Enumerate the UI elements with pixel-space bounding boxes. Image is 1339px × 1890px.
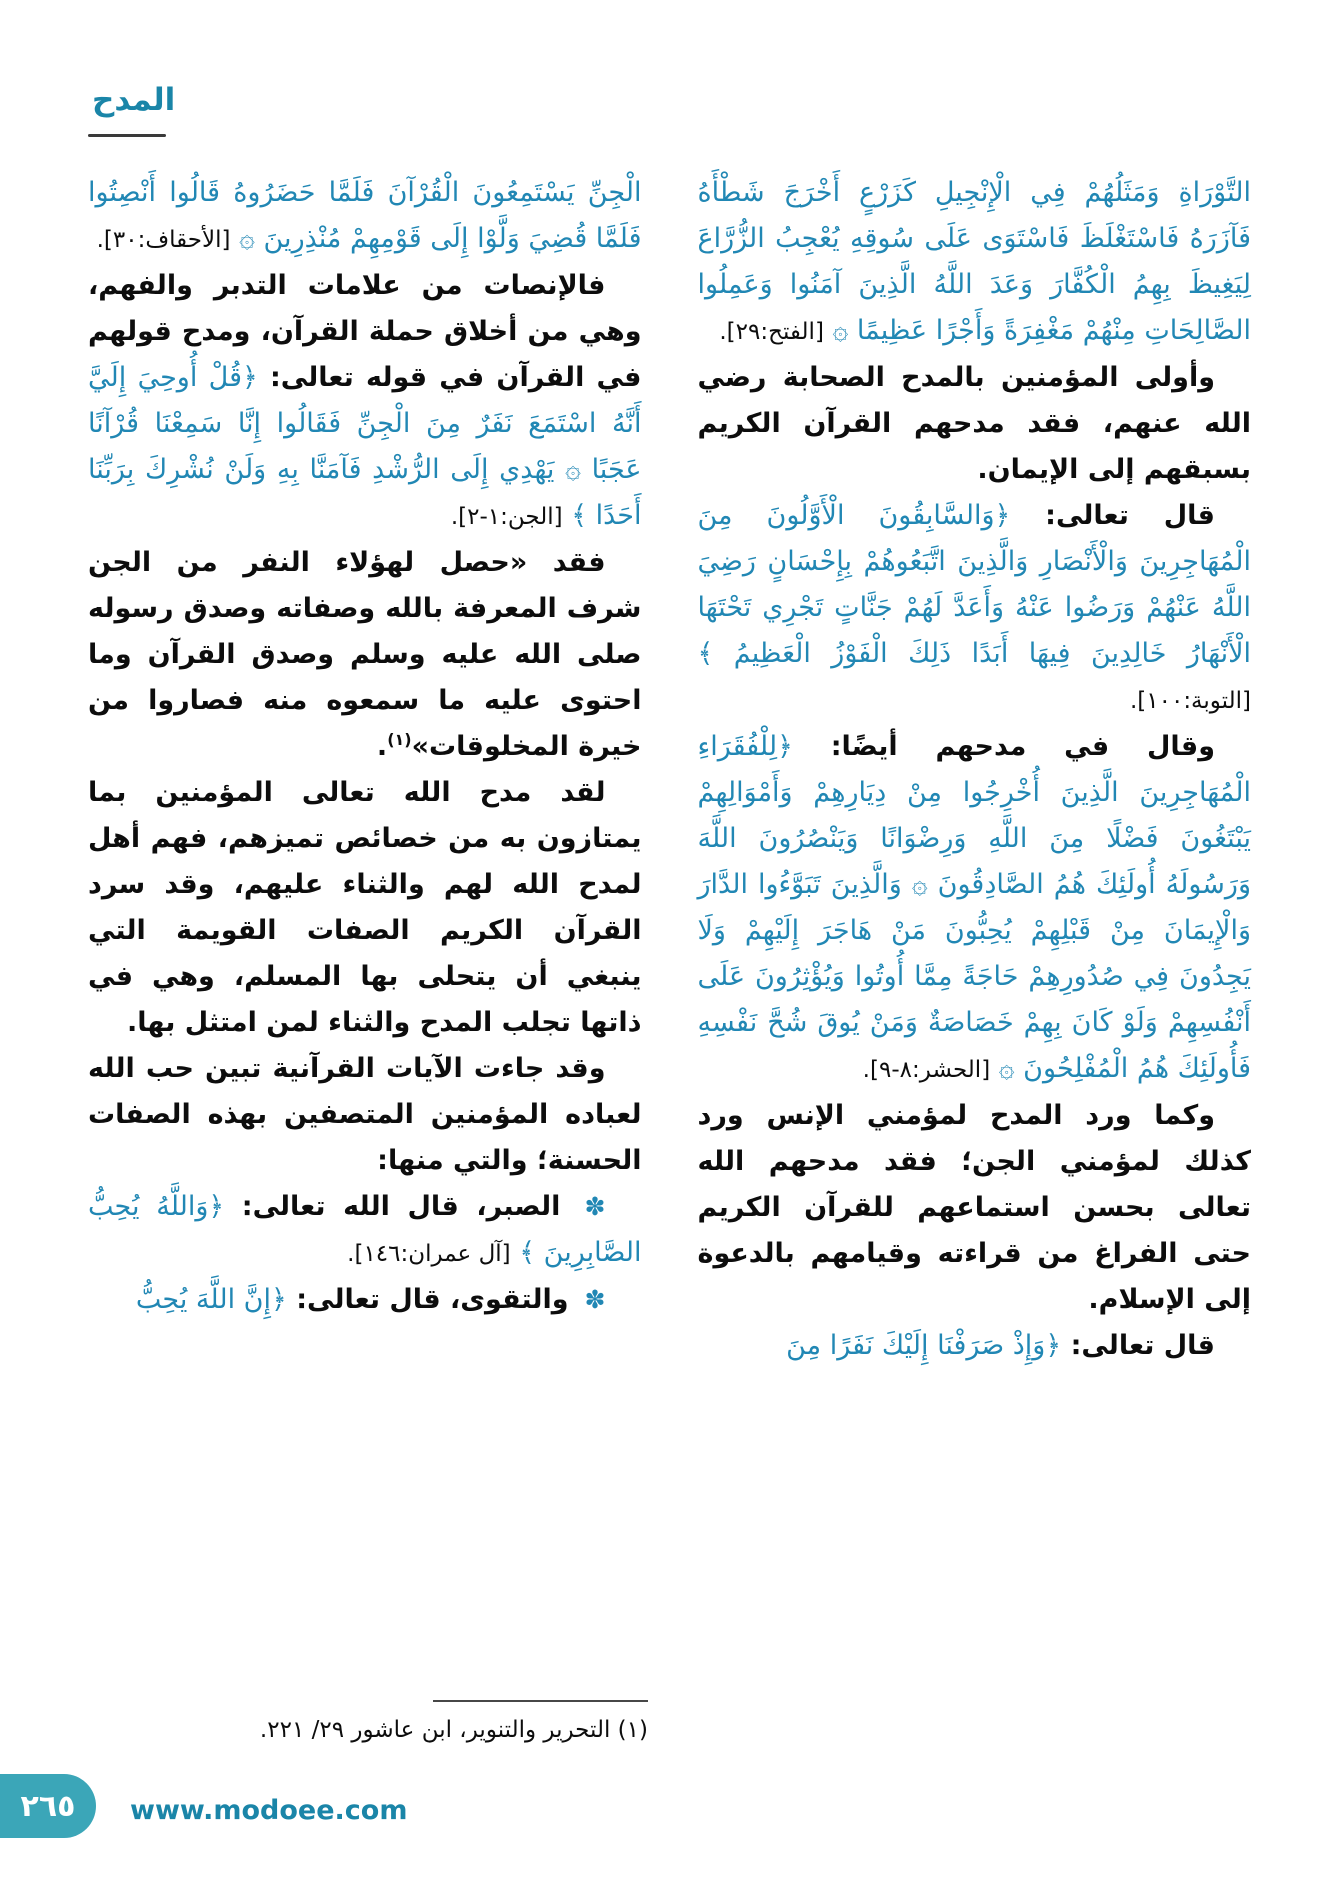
body-text: قال تعالى: — [1061, 1330, 1215, 1361]
body-text: وكما ورد المدح لمؤمني الإنس ورد كذلك لمؤمني الجن؛ فقد مدحهم الله تعالى بحسن استماعهم للقرآن الكريم حتى الفراغ من قراءته وقيامهم بالدعوة إلى الإسلام. — [697, 1100, 1251, 1315]
paragraph — [698, 493, 1252, 724]
body-text: فقد «حصل لهؤلاء النفر من الجن شرف المعرفة بالله وصفاته وصدق رسوله صلى الله عليه وسلم وصدق القرآن وما احتوى عليه ما سمعوه منه فصاروا من خيرة المخلوقات» — [88, 547, 642, 762]
left-column — [88, 170, 642, 1369]
paragraph — [698, 355, 1252, 493]
paragraph — [698, 1323, 1252, 1369]
chapter-title: المدح — [92, 82, 176, 118]
paragraph — [88, 1277, 642, 1323]
title-underline-rule — [88, 134, 166, 137]
footnote-text: (١) التحرير والتنوير، ابن عاشور ٢٩/ ٢٢١. — [259, 1717, 648, 1743]
flower-bullet-icon: ✽ — [576, 1285, 606, 1314]
body-text: وقد جاءت الآيات القرآنية تبين حب الله لعباده المؤمنين المتصفين بهذه الصفات الحسنة؛ والتي منها: — [88, 1053, 642, 1176]
quran-verse-text: ﴿لِلْفُقَرَاءِ الْمُهَاجِرِينَ الَّذِينَ أُخْرِجُوا مِنْ دِيَارِهِمْ وَأَمْوَالِهِمْ يَبْتَغُونَ فَضْلًا مِنَ اللَّهِ وَرِضْوَانًا وَيَنْصُرُونَ اللَّهَ وَرَسُولَهُ أُولَئِكَ هُمُ الصَّادِقُونَ ۞ وَالَّذِينَ تَبَوَّءُوا الدَّارَ وَالْإِيمَانَ مِنْ قَبْلِهِمْ يُحِبُّونَ مَنْ هَاجَرَ إِلَيْهِمْ وَلَا يَجِدُونَ فِي صُدُورِهِمْ حَاجَةً مِمَّا أُوتُوا وَيُؤْثِرُونَ عَلَى أَنْفُسِهِمْ وَلَوْ كَانَ بِهِمْ خَصَاصَةٌ وَمَنْ يُوقَ شُحَّ نَفْسِهِ فَأُولَئِكَ هُمُ الْمُفْلِحُونَ ۞ — [697, 731, 1251, 1084]
quran-verse-text: ﴿وَاللَّهُ يُحِبُّ الصَّابِرِينَ ﴾ — [88, 1191, 642, 1268]
body-text: والتقوى، قال تعالى: — [286, 1284, 569, 1315]
paragraph — [88, 770, 642, 1046]
paragraph — [88, 1046, 642, 1184]
verse-reference: [التوبة:١٠٠]. — [1129, 688, 1251, 714]
quran-verse-text: الْجِنِّ يَسْتَمِعُونَ الْقُرْآنَ فَلَمَّا حَضَرُوهُ قَالُوا أَنْصِتُوا فَلَمَّا قُضِيَ وَلَّوْا إِلَى قَوْمِهِمْ مُنْذِرِينَ ۞ — [88, 177, 642, 254]
quran-verse-text: التَّوْرَاةِ وَمَثَلُهُمْ فِي الْإِنْجِيلِ كَزَرْعٍ أَخْرَجَ شَطْأَهُ فَآزَرَهُ فَاسْتَغْلَظَ فَاسْتَوَى عَلَى سُوقِهِ يُعْجِبُ الزُّرَّاعَ لِيَغِيظَ بِهِمُ الْكُفَّارَ وَعَدَ اللَّهُ الَّذِينَ آمَنُوا وَعَمِلُوا الصَّالِحَاتِ مِنْهُمْ مَغْفِرَةً وَأَجْرًا عَظِيمًا ۞ — [697, 177, 1251, 346]
paragraph — [698, 724, 1252, 1093]
body-text: الصبر، قال الله تعالى: — [224, 1191, 561, 1222]
body-text: وأولى المؤمنين بالمدح الصحابة رضي الله عنهم، فقد مدحهم القرآن الكريم بسبقهم إلى الإيمان. — [697, 362, 1251, 485]
body-text: وقال في مدحهم أيضًا: — [792, 731, 1215, 762]
verse-reference: [الحشر:٨-٩]. — [862, 1057, 991, 1083]
page-number-tab — [0, 1774, 96, 1838]
footnote-separator-rule — [433, 1700, 648, 1702]
body-text: . — [376, 731, 388, 762]
verse-reference: [الأحقاف:٣٠]. — [96, 227, 231, 253]
verse-reference: [الجن:١-٢]. — [450, 504, 563, 530]
paragraph — [88, 1184, 642, 1277]
quran-verse-text: ﴿قُلْ أُوحِيَ إِلَيَّ أَنَّهُ اسْتَمَعَ نَفَرٌ مِنَ الْجِنِّ فَقَالُوا إِنَّا سَمِعْنَا قُرْآنًا عَجَبًا ۞ يَهْدِي إِلَى الرُّشْدِ فَآمَنَّا بِهِ وَلَنْ نُشْرِكَ بِرَبِّنَا أَحَدًا ﴾ — [88, 362, 642, 531]
flower-bullet-icon: ✽ — [568, 1192, 606, 1221]
quran-verse-text: ﴿وَإِذْ صَرَفْنَا إِلَيْكَ نَفَرًا مِنَ — [786, 1330, 1062, 1361]
quran-verse-text: ﴿إِنَّ اللَّهَ يُحِبُّ — [135, 1284, 287, 1315]
paragraph — [698, 170, 1252, 355]
footnote-marker: (١) — [387, 730, 412, 749]
body-text: فالإنصات من علامات التدبر والفهم، وهي من أخلاق حملة القرآن، ومدح قولهم في القرآن في قوله تعالى: — [88, 270, 642, 393]
body-text: لقد مدح الله تعالى المؤمنين بما يمتازون به من خصائص تميزهم، فهم أهل لمدح الله لهم والثناء عليهم، وقد سرد القرآن الكريم الصفات القويمة التي ينبغي أن يتحلى بها المسلم، وهي في ذاتها تجلب المدح والثناء لمن امتثل بها. — [88, 777, 642, 1038]
footnote-area — [88, 1700, 648, 1747]
right-column — [698, 170, 1252, 1369]
quran-verse-text: ﴿وَالسَّابِقُونَ الْأَوَّلُونَ مِنَ الْمُهَاجِرِينَ وَالْأَنْصَارِ وَالَّذِينَ اتَّبَعُوهُمْ بِإِحْسَانٍ رَضِيَ اللَّهُ عَنْهُمْ وَرَضُوا عَنْهُ وَأَعَدَّ لَهُمْ جَنَّاتٍ تَجْرِي تَحْتَهَا الْأَنْهَارُ خَالِدِينَ فِيهَا أَبَدًا ذَلِكَ الْفَوْزُ الْعَظِيمُ ﴾ — [697, 500, 1251, 669]
paragraph — [698, 1093, 1252, 1323]
verse-reference: [الفتح:٢٩]. — [719, 319, 824, 345]
page-number: ٢٦٥ — [20, 1788, 76, 1824]
paragraph — [88, 540, 642, 770]
body-text: قال تعالى: — [1010, 500, 1215, 531]
website-url: www.modoee.com — [130, 1795, 408, 1826]
paragraph — [88, 170, 642, 263]
verse-reference: [آل عمران:١٤٦]. — [347, 1241, 511, 1267]
two-column-text-area — [88, 170, 1251, 1369]
paragraph — [88, 263, 642, 540]
